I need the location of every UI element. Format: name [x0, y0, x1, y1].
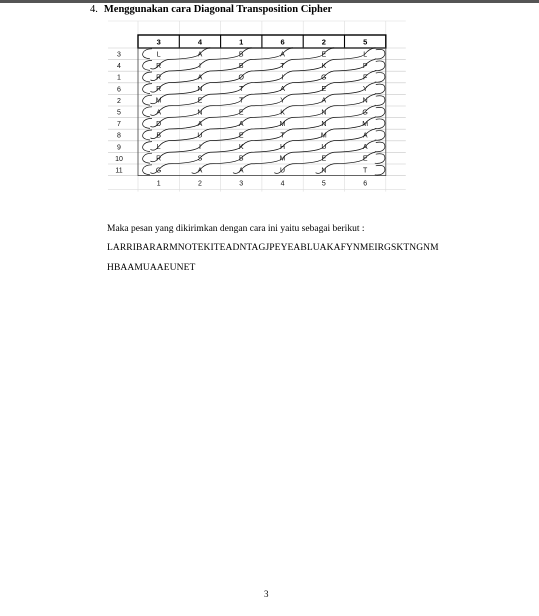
page-number: 3 — [264, 589, 269, 599]
matrix-cell: B — [238, 51, 244, 59]
matrix-cell: T — [280, 62, 285, 70]
row-label: 9 — [117, 144, 121, 152]
column-number: 3 — [239, 180, 244, 188]
matrix-cell: N — [362, 97, 368, 105]
matrix-cell: G — [321, 74, 327, 82]
edge-loop-stroke — [375, 84, 385, 94]
matrix-cell: A — [280, 86, 285, 94]
matrix-cell: M — [279, 120, 286, 128]
row-label: 7 — [117, 121, 121, 129]
matrix-cell: K — [321, 62, 327, 70]
key-header-cell: 5 — [363, 37, 368, 47]
matrix-cell: N — [321, 109, 327, 117]
matrix-cell: E — [197, 97, 203, 105]
matrix-cell: A — [197, 120, 203, 128]
edge-loop-stroke — [143, 165, 152, 175]
edge-loop-stroke — [143, 142, 152, 152]
edge-loop-stroke — [143, 60, 152, 70]
ciphertext-line-1: LARRIBARARMNOTEKITEADNTAGJPEYEABLUAKAFYNMEIRGSKTNGNM — [107, 243, 439, 253]
transposition-table — [0, 0, 539, 220]
matrix-cell: A — [280, 51, 285, 59]
matrix-cell: O — [238, 74, 244, 82]
matrix-cell: S — [197, 155, 203, 163]
matrix-cell: H — [280, 144, 286, 152]
matrix-cell: I — [281, 74, 284, 82]
key-header-cell: 4 — [197, 37, 203, 47]
matrix-cell: Y — [280, 97, 285, 105]
section-number: 4. — [90, 4, 98, 15]
edge-loop-stroke — [143, 118, 152, 128]
row-label: 11 — [115, 167, 123, 175]
matrix-cell: M — [362, 120, 369, 128]
matrix-cell: U — [321, 144, 327, 152]
edge-loop-stroke — [375, 49, 385, 59]
matrix-cell: E — [362, 155, 368, 163]
matrix-cell: R — [156, 155, 162, 163]
key-header-cell: 2 — [321, 37, 326, 47]
matrix-cell: B — [238, 62, 244, 70]
diagonal-path-stroke — [233, 129, 375, 173]
matrix-cell: A — [238, 167, 244, 175]
matrix-cell: E — [238, 132, 244, 140]
matrix-cell: U — [197, 132, 203, 140]
matrix-cell: P — [362, 62, 368, 70]
matrix-cell: N — [321, 167, 327, 175]
matrix-cell: R — [156, 74, 162, 82]
matrix-cell: T — [280, 132, 285, 140]
matrix-cell: T — [239, 86, 244, 94]
matrix-cell: M — [279, 155, 286, 163]
matrix-cell: A — [238, 120, 244, 128]
matrix-cell: A — [197, 51, 203, 59]
column-number: 5 — [321, 180, 326, 188]
edge-loop-stroke — [375, 119, 385, 129]
message-intro: Maka pesan yang dikirimkan dengan cara ini yaitu sebagai berikut : — [107, 224, 365, 234]
matrix-cell: Y — [362, 86, 368, 94]
matrix-cell: I — [198, 144, 201, 152]
matrix-cell: B — [238, 155, 244, 163]
edge-loop-stroke — [143, 49, 152, 59]
matrix-cell: A — [197, 74, 203, 82]
matrix-cell: A — [197, 167, 203, 175]
key-header-cell: 6 — [280, 37, 285, 47]
edge-loop-stroke — [375, 107, 385, 117]
matrix-cell: E — [321, 51, 327, 59]
ciphertext-line-2: HBAAMUAAEUNET — [107, 263, 196, 273]
key-header-cell: 1 — [239, 37, 244, 47]
matrix-cell: L — [156, 51, 161, 59]
matrix-cell: A — [156, 109, 161, 117]
column-number: 1 — [156, 180, 161, 188]
row-label: 6 — [117, 86, 121, 94]
matrix-cell: R — [156, 86, 162, 94]
row-label: 8 — [117, 132, 121, 140]
matrix-cell: A — [362, 144, 368, 152]
matrix-cell: T — [239, 97, 244, 105]
edge-loop-stroke — [143, 95, 152, 105]
matrix-cell: N — [197, 86, 203, 94]
diagonal-path-stroke — [151, 48, 293, 92]
matrix-cell: N — [197, 109, 203, 117]
matrix-cell: U — [280, 167, 286, 175]
matrix-cell: F — [363, 74, 368, 82]
column-number: 6 — [363, 180, 368, 188]
matrix-cell: T — [363, 167, 368, 175]
section-title: Menggunakan cara Diagonal Transposition Cipher — [103, 4, 333, 15]
matrix-cell: L — [363, 51, 368, 59]
column-number: 4 — [280, 180, 285, 188]
edge-loop-stroke — [143, 107, 152, 117]
matrix-cell: K — [238, 144, 244, 152]
matrix-cell: B — [156, 132, 161, 140]
edge-loop-stroke — [375, 96, 385, 106]
edge-loop-stroke — [375, 131, 385, 141]
edge-loop-stroke — [143, 72, 152, 82]
row-label: 2 — [117, 97, 121, 105]
row-label: 5 — [117, 109, 121, 117]
matrix-cell: E — [321, 86, 327, 94]
matrix-cell: E — [238, 109, 244, 117]
matrix-cell: M — [320, 132, 327, 140]
edge-loop-stroke — [143, 130, 152, 140]
row-label: 10 — [115, 155, 123, 163]
matrix-cell: I — [198, 62, 201, 70]
edge-loop-stroke — [375, 154, 385, 164]
matrix-cell: K — [280, 109, 285, 117]
matrix-cell: G — [362, 109, 368, 117]
row-label: 1 — [117, 74, 121, 82]
matrix-cell: M — [155, 97, 162, 105]
matrix-cell: A — [362, 132, 368, 140]
edge-loop-stroke — [375, 61, 385, 71]
edge-loop-stroke — [375, 73, 385, 83]
edge-loop-stroke — [143, 153, 152, 163]
row-label: 4 — [117, 63, 121, 71]
edge-loop-stroke — [375, 142, 385, 152]
matrix-cell: E — [321, 155, 327, 163]
matrix-cell: A — [321, 97, 327, 105]
column-number: 2 — [197, 180, 202, 188]
matrix-cell: D — [156, 120, 162, 128]
row-label: 3 — [117, 51, 121, 59]
matrix-cell: L — [156, 144, 161, 152]
matrix-cell: G — [155, 167, 162, 175]
key-header-cell: 3 — [156, 37, 161, 47]
edge-loop-stroke — [375, 165, 385, 175]
matrix-cell: R — [156, 62, 162, 70]
matrix-cell: N — [321, 120, 327, 128]
edge-loop-stroke — [143, 84, 152, 94]
